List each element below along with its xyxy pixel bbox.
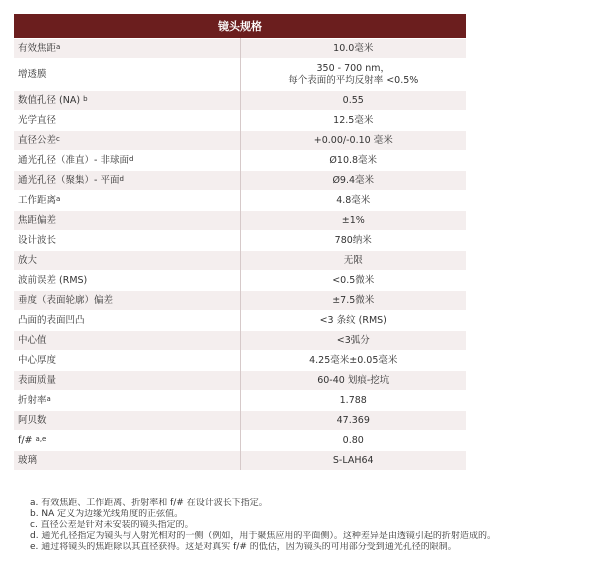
spec-label: 垂度（表面轮廓）偏差	[18, 294, 114, 306]
spec-label: 焦距偏差	[18, 214, 57, 226]
table-row	[14, 171, 466, 191]
table-row	[14, 151, 466, 171]
footnote-line: b. NA 定义为边缘光线角度的正弦值。	[30, 509, 184, 519]
spec-value-cell	[240, 351, 466, 371]
spec-value-cell	[240, 111, 466, 131]
spec-value: 0.55	[342, 94, 364, 106]
spec-label: 数值孔径 (NA)	[18, 94, 84, 106]
spec-value-cell	[240, 331, 466, 351]
spec-label: 中心厚度	[18, 354, 57, 366]
spec-label-cell	[14, 351, 240, 371]
table-row	[14, 431, 466, 451]
spec-label-cell	[14, 151, 240, 171]
spec-label-cell	[14, 211, 240, 231]
spec-label-cell	[14, 131, 240, 151]
spec-value: 60-40 划痕-挖坑	[317, 374, 390, 386]
footnote-marker: d	[128, 154, 134, 163]
spec-value: S-LAH64	[332, 454, 374, 466]
spec-label: 凸面的表面凹凸	[18, 314, 85, 326]
spec-label-cell	[14, 331, 240, 351]
footnote-marker: a	[56, 42, 61, 51]
spec-label: 折射率	[18, 394, 47, 406]
table-row	[14, 191, 466, 211]
spec-value-cell	[240, 451, 466, 471]
spec-label-cell	[14, 371, 240, 391]
spec-value-cell	[240, 59, 466, 91]
footnote-marker: b	[83, 94, 88, 103]
spec-label-cell	[14, 111, 240, 131]
spec-value: ±7.5微米	[332, 294, 375, 306]
spec-value-cell	[240, 231, 466, 251]
spec-label-cell	[14, 231, 240, 251]
spec-value: 4.8毫米	[336, 194, 371, 206]
table-row	[14, 211, 466, 231]
spec-label-cell	[14, 431, 240, 451]
spec-value: 47.369	[336, 414, 370, 426]
table-row	[14, 39, 466, 59]
spec-label-cell	[14, 411, 240, 431]
spec-label: 通光孔径（聚集）- 平面	[18, 174, 120, 186]
spec-label-cell	[14, 271, 240, 291]
table-row	[14, 311, 466, 331]
spec-value: 0.80	[342, 434, 364, 446]
footnotes	[30, 498, 590, 553]
spec-value-cell	[240, 91, 466, 111]
spec-label-cell	[14, 39, 240, 59]
spec-label-cell	[14, 59, 240, 91]
spec-label: 表面质量	[18, 374, 57, 386]
table-row	[14, 231, 466, 251]
spec-value-cell	[240, 391, 466, 411]
spec-label-cell	[14, 171, 240, 191]
footnote-marker: a	[46, 394, 51, 403]
spec-label: f/#	[18, 434, 36, 446]
table-row	[14, 251, 466, 271]
spec-value-cell	[240, 311, 466, 331]
spec-label: 光学直径	[18, 114, 57, 126]
spec-value: 无限	[343, 254, 363, 266]
spec-value-cell	[240, 411, 466, 431]
table-row	[14, 351, 466, 371]
spec-label: 放大	[18, 254, 38, 266]
spec-label: 通光孔径（准直）- 非球面	[18, 154, 129, 166]
spec-value-cell	[240, 291, 466, 311]
spec-value: <0.5微米	[332, 274, 375, 286]
spec-value-cell	[240, 251, 466, 271]
spec-label: 直径公差	[18, 134, 57, 146]
spec-value: <3 条纹 (RMS)	[319, 314, 387, 326]
spec-label: 中心值	[18, 334, 47, 346]
spec-label-cell	[14, 291, 240, 311]
spec-label: 工作距离	[18, 194, 57, 206]
table-row	[14, 391, 466, 411]
spec-value: 350 - 700 nm，	[316, 62, 391, 74]
spec-value: <3弧分	[336, 334, 370, 346]
table-row	[14, 331, 466, 351]
table-row	[14, 91, 466, 111]
spec-value: 12.5毫米	[333, 114, 374, 126]
table-row	[14, 59, 466, 91]
footnote-line: c. 直径公差是针对未安装的镜头指定的。	[30, 520, 194, 530]
spec-value: 10.0毫米	[333, 42, 374, 54]
spec-value: 4.25毫米±0.05毫米	[309, 354, 398, 366]
lens-spec-table	[14, 14, 466, 470]
spec-label-cell	[14, 191, 240, 211]
spec-label: 增透膜	[18, 68, 47, 80]
table-row	[14, 131, 466, 151]
spec-value-cell	[240, 431, 466, 451]
spec-value: Ø9.4毫米	[332, 174, 375, 186]
table-header-row	[14, 14, 466, 39]
table-title: 镜头规格	[14, 14, 466, 39]
spec-label-cell	[14, 251, 240, 271]
spec-value-cell	[240, 131, 466, 151]
footnote-marker: a	[56, 194, 61, 203]
spec-value-cell	[240, 39, 466, 59]
footnote-line: e. 通过将镜头的焦距除以其直径获得。这是对真实 f/# 的低估，因为镜头的可用部分受到通光孔径的限制。	[30, 542, 457, 552]
table-row	[14, 291, 466, 311]
footnote-marker: a,e	[35, 434, 47, 443]
spec-value: ±1%	[341, 214, 365, 226]
spec-value-cell	[240, 211, 466, 231]
spec-value-line2: 每个表面的平均反射率 <0.5%	[288, 74, 419, 86]
footnote-marker: c	[56, 134, 60, 143]
footnote-line: a. 有效焦距、工作距离、折射率和 f/# 在设计波长下指定。	[30, 498, 268, 508]
spec-label-cell	[14, 91, 240, 111]
table-row	[14, 411, 466, 431]
spec-value: +0.00/-0.10 毫米	[313, 134, 393, 146]
spec-value: 1.788	[339, 394, 367, 406]
spec-value: 780纳米	[334, 234, 372, 246]
lens-spec-table-container	[14, 14, 466, 470]
table-body	[14, 39, 466, 471]
spec-label: 波前误差 (RMS)	[18, 274, 88, 286]
spec-value-cell	[240, 151, 466, 171]
spec-label-cell	[14, 311, 240, 331]
table-row	[14, 111, 466, 131]
footnote-marker: d	[119, 174, 124, 183]
spec-label: 有效焦距	[18, 42, 57, 54]
spec-value-cell	[240, 191, 466, 211]
spec-label: 玻璃	[18, 454, 38, 466]
table-row	[14, 371, 466, 391]
table-row	[14, 271, 466, 291]
spec-value-cell	[240, 271, 466, 291]
table-row	[14, 451, 466, 471]
footnote-line: d. 通光孔径指定为镜头与入射光相对的一侧（例如，用于聚焦应用的平面侧）。这种差异是由透镜引起的折射造成的。	[30, 531, 496, 541]
spec-value-cell	[240, 371, 466, 391]
spec-label: 阿贝数	[18, 414, 47, 426]
spec-label-cell	[14, 391, 240, 411]
spec-label-cell	[14, 451, 240, 471]
spec-value: Ø10.8毫米	[329, 154, 378, 166]
spec-label: 设计波长	[18, 234, 57, 246]
spec-value-cell	[240, 171, 466, 191]
